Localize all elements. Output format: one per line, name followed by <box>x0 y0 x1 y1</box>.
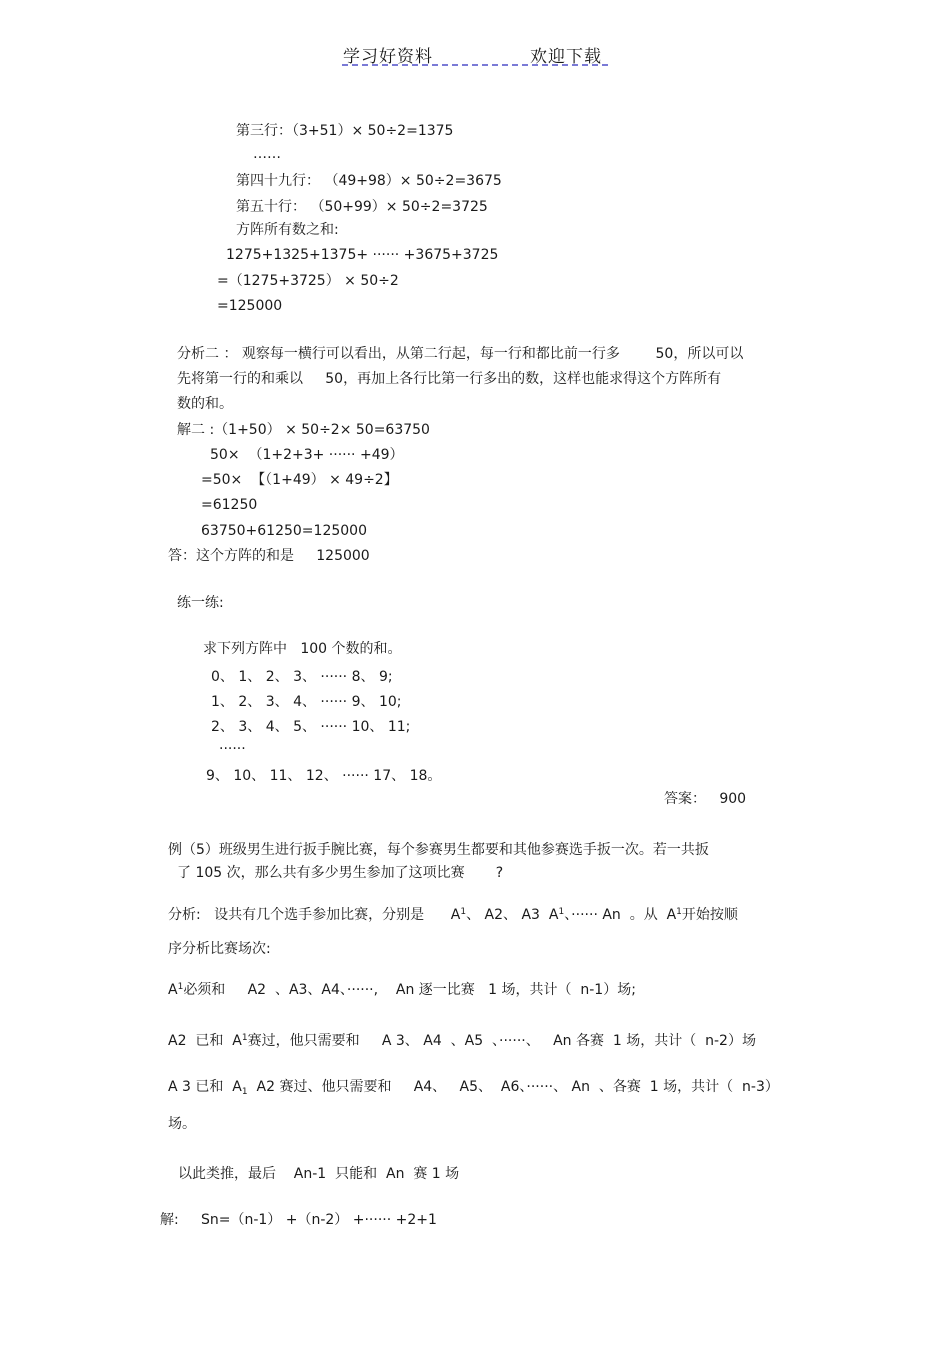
row49-calc: 第四十九行： （49+98）× 50÷2=3675 <box>236 173 502 189</box>
solution2-line4: =61250 <box>201 497 258 513</box>
ellipsis: …… <box>253 146 281 162</box>
solution2-line3: =50× 【（1+49） × 49÷2】 <box>201 472 398 488</box>
practice-title: 练一练: <box>177 595 224 611</box>
solution2-line1: 解二 :（1+50） × 50÷2× 50=63750 <box>177 422 430 438</box>
practice-answer: 答案： 900 <box>664 791 747 807</box>
analysis2-line3: 数的和。 <box>177 396 233 412</box>
example5-analysis-line2: 序分析比赛场次: <box>168 941 271 957</box>
example5-analysis-line1: 分析: 设共有几个选手参加比赛，分别是 $A^1$、 A2、 A3 $A^1$、······ An 。从 $A^1$开始按顺 <box>168 907 738 923</box>
practice-prompt: 求下列方阵中 100 个数的和。 <box>203 641 402 657</box>
practice-row: 2、 3、 4、 5、 ······ 10、 11; <box>211 719 411 735</box>
header-left-title: 学习好资料 <box>343 47 433 67</box>
sum-label: 方阵所有数之和: <box>236 222 339 238</box>
header-right-title: 欢迎下载 <box>530 47 602 67</box>
analysis2-line2: 先将第一行的和乘以 50，再加上各行比第一行多出的数，这样也能求得这个方阵所有 <box>177 371 722 387</box>
practice-row: 9、 10、 11、 12、 ······ 17、 18。 <box>206 768 442 784</box>
example5-line2: 了 105 次，那么共有多少男生参加了这项比赛 ? <box>177 865 504 881</box>
a1-step: $A^1$必须和 A2 、A3、A4、······, An 逐一比赛 1 场，共计（ n-1）场; <box>168 982 636 998</box>
practice-row: 1、 2、 3、 4、 ······ 9、 10; <box>211 694 402 710</box>
practice-row: ······ <box>219 741 246 757</box>
a2-step: A2 已和 $A^1$赛过，他只需要和 A 3、 A4 、A5 、······、 An 各赛 1 场，共计（ n-2）场 <box>168 1033 756 1049</box>
header-dashed-rule <box>342 64 608 66</box>
practice-row: 0、 1、 2、 3、 ······ 8、 9; <box>211 669 393 685</box>
solution2-line5: 63750+61250=125000 <box>201 523 367 539</box>
analysis2-line1: 分析二 ： 观察每一横行可以看出，从第二行起，每一行和都比前一行多 50，所以可以 <box>177 346 744 362</box>
a3-step-cont: 场。 <box>168 1116 196 1132</box>
sum-expression: 1275+1325+1375+ ······ +3675+3725 <box>226 247 499 263</box>
example5-line1: 例（5）班级男生进行扳手腕比赛，每个参赛男生都要和其他参赛选手扳一次。若一共扳 <box>168 842 709 858</box>
sum-step: =（1275+3725） × 50÷2 <box>217 273 399 289</box>
final-answer: 答：这个方阵的和是 125000 <box>168 548 370 564</box>
row3-calc: 第三行：（3+51）× 50÷2=1375 <box>236 123 454 139</box>
a3-step: A 3 已和 $A_1$ A2 赛过、他只需要和 A4、 A5、 A6、······、 An 、各赛 1 场，共计（ n-3） <box>168 1079 779 1097</box>
row50-calc: 第五十行： （50+99）× 50÷2=3725 <box>236 199 488 215</box>
sum-result: =125000 <box>217 298 283 314</box>
infer-line: 以此类推，最后 An-1 只能和 An 赛 1 场 <box>178 1166 460 1182</box>
example5-solution: 解: Sn=（n-1） +（n-2） +······ +2+1 <box>160 1212 437 1228</box>
solution2-line2: 50× （1+2+3+ ······ +49） <box>210 447 404 463</box>
